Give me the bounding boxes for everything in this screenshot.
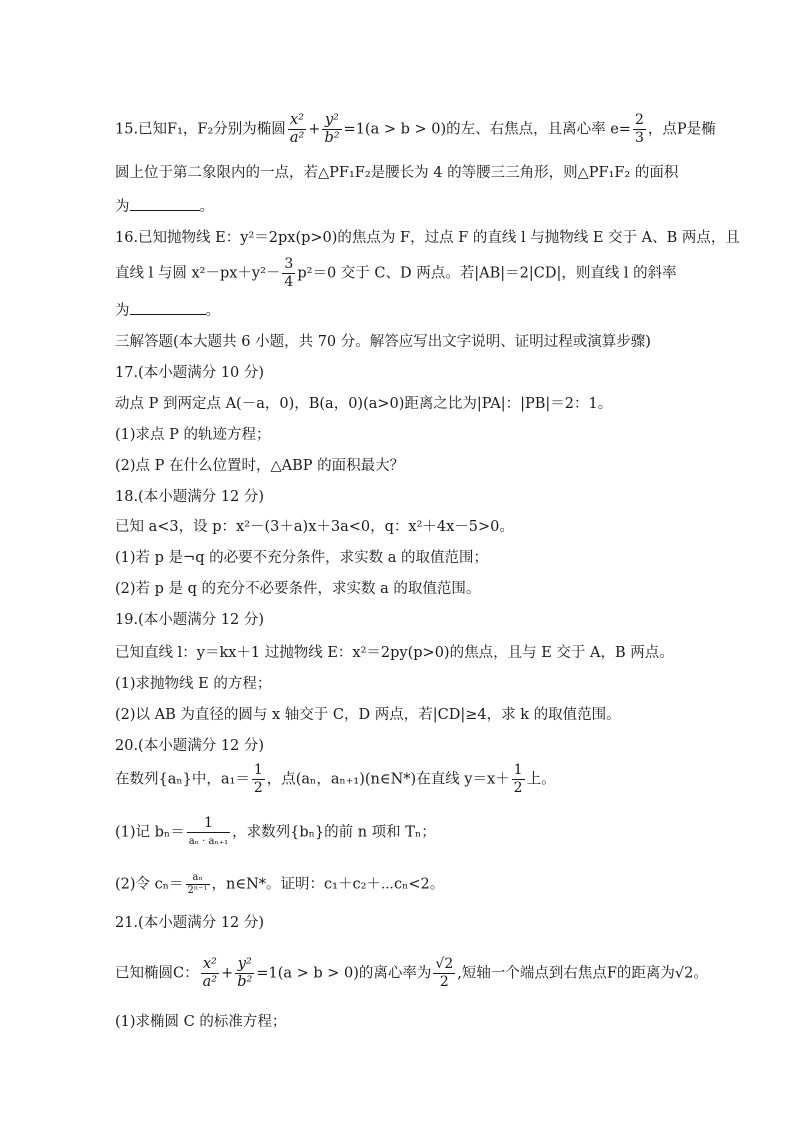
eq-one: =1 bbox=[343, 121, 365, 138]
q21-text: 已知椭圆C： bbox=[115, 965, 199, 982]
q21-text: ,短轴一个端点到右焦点F的距离为 bbox=[457, 965, 675, 982]
q16-text: p²＝0 交于 C、D 两点。若|AB|＝2|CD|，则直线 l 的斜率 bbox=[297, 265, 677, 282]
cn-fraction bbox=[186, 872, 210, 897]
sqrt2-over-2-fraction bbox=[433, 956, 455, 991]
q18-part1: (1)若 p 是¬q 的必要不充分条件，求实数 a 的取值范围； bbox=[115, 550, 488, 566]
frac-num: 1 bbox=[203, 815, 213, 831]
q16-line2 bbox=[115, 256, 677, 291]
frac-den: a² bbox=[202, 974, 218, 990]
q15-text: 。 bbox=[199, 199, 214, 215]
q18-part2: (2)若 p 是 q 的充分不必要条件，求实数 a 的取值范围。 bbox=[115, 581, 481, 597]
q17-heading: 17.(本小题满分 10 分) bbox=[115, 365, 265, 381]
frac-den: 4 bbox=[284, 274, 294, 290]
q17-part1: (1)求点 P 的轨迹方程； bbox=[115, 427, 271, 443]
frac-num: aₙ bbox=[192, 872, 203, 883]
q18-stem: 已知 a<3，设 p：x²－(3＋a)x＋3a<0，q：x²＋4x－5>0。 bbox=[115, 519, 514, 535]
bn-fraction bbox=[187, 815, 230, 850]
q17-stem: 动点 P 到两定点 A(－a，0)，B(a，0)(a>0)距离之比为|PA|：|PB|＝2：1。 bbox=[115, 396, 613, 412]
frac-num: 1 bbox=[253, 762, 263, 778]
q15-line2: 圆上位于第二象限内的一点，若△PF₁F₂是腰长为 4 的等腰三三角形，则△PF₁F₂ 的面积 bbox=[115, 165, 679, 181]
q21-text: 。 bbox=[693, 965, 708, 982]
q15-text: ，点P是椭 bbox=[647, 121, 716, 138]
q20-part2 bbox=[115, 872, 444, 897]
ellipse-x-fraction bbox=[288, 112, 306, 147]
q20-heading: 20.(本小题满分 12 分) bbox=[115, 738, 265, 754]
frac-den: b² bbox=[237, 974, 253, 990]
three-quarters-fraction bbox=[282, 256, 295, 291]
q15-text: 15.已知F₁，F₂分别为椭圆 bbox=[115, 121, 286, 138]
q20-part1 bbox=[115, 815, 436, 850]
frac-num: √2 bbox=[435, 956, 454, 972]
q16-text: 直线 l 与圆 x²－px＋y²－ bbox=[115, 265, 281, 282]
frac-den: b² bbox=[324, 130, 340, 146]
section-heading: 三解答题(本大题共 6 小题，共 70 分。解答应写出文字说明、证明过程或演算步骤) bbox=[115, 334, 651, 350]
answer-blank[interactable] bbox=[130, 196, 200, 211]
q16-line3 bbox=[115, 300, 220, 321]
q15-line1: 15.已知F₁，F₂分别为椭圆 $\frac{\text{x²}}{\text{a²}}$ + $\frac{\text{y²}}{\text{b²}}$ =1(a > b > 0)的左、右焦点，且离心率 e= $\frac{2}{3}$ ，点P是椭 bbox=[115, 112, 716, 146]
frac-num: y² bbox=[324, 112, 339, 128]
q20-text: (1)记 bₙ＝ bbox=[115, 824, 185, 841]
frac-den: a² bbox=[289, 130, 305, 146]
answer-blank[interactable] bbox=[130, 300, 206, 315]
q21-stem: 已知椭圆C： $\frac{\text{x²}}{\text{a²}}$ + $\frac{\text{y²}}{\text{b²}}$ =1(a > b > 0)的离心率为 $\frac{√2}{2}$ ,短轴一个端点到右焦点F的距离为√2。 bbox=[115, 956, 708, 990]
q20-text: ，n∈N*。证明：c₁＋c₂＋⋯cₙ<2。 bbox=[211, 876, 445, 893]
frac-den: 2 bbox=[253, 780, 263, 796]
q20-text: ，求数列{bₙ}的前 n 项和 Tₙ； bbox=[232, 824, 436, 841]
q15-text: (a > b > 0)的左、右焦点，且离心率 e= bbox=[364, 121, 631, 138]
half-fraction bbox=[252, 762, 265, 797]
q16-text: 为 bbox=[115, 303, 130, 319]
frac-num: x² bbox=[290, 112, 305, 128]
frac-num: 1 bbox=[513, 762, 523, 778]
ellipse-y-fraction bbox=[322, 112, 341, 147]
eq-one: =1 bbox=[256, 965, 278, 982]
q20-text: (2)令 cₙ＝ bbox=[115, 876, 184, 893]
q17-part2: (2)点 P 在什么位置时，△ABP 的面积最大？ bbox=[115, 458, 405, 474]
q19-part2: (2)以 AB 为直径的圆与 x 轴交于 C，D 两点，若|CD|≥4，求 k 的取值范围。 bbox=[115, 707, 621, 723]
frac-num: 3 bbox=[284, 256, 294, 272]
frac-den: 2 bbox=[433, 973, 455, 991]
frac-den: 2 bbox=[513, 780, 523, 796]
eccentricity-fraction bbox=[633, 112, 646, 147]
q15-line3 bbox=[115, 196, 214, 217]
sqrt2-value: √2 bbox=[674, 965, 694, 982]
q19-stem: 已知直线 l：y＝kx＋1 过抛物线 E：x²＝2py(p>0)的焦点，且与 E 交于 A，B 两点。 bbox=[115, 645, 674, 661]
q19-heading: 19.(本小题满分 12 分) bbox=[115, 612, 265, 628]
q16-line1: 16.已知抛物线 E：y²＝2px(p>0)的焦点为 F，过点 F 的直线 l 与抛物线 E 交于 A、B 两点，且 bbox=[115, 230, 740, 246]
q20-text: ，点(aₙ，aₙ₊₁)(n∈N*)在直线 y＝x＋ bbox=[266, 771, 510, 788]
frac-num: y² bbox=[237, 956, 252, 972]
frac-num: x² bbox=[202, 956, 217, 972]
q15-text: 为 bbox=[115, 199, 130, 215]
q21-text: (a > b > 0)的离心率为 bbox=[277, 965, 432, 982]
q16-text: 。 bbox=[205, 303, 220, 319]
frac-den: 3 bbox=[634, 130, 644, 146]
q19-part1: (1)求抛物线 E 的方程； bbox=[115, 676, 272, 692]
ellipse-x-fraction bbox=[201, 956, 219, 991]
q21-part1: (1)求椭圆 C 的标准方程； bbox=[115, 1014, 287, 1030]
q21-heading: 21.(本小题满分 12 分) bbox=[115, 915, 265, 931]
half-fraction bbox=[512, 762, 525, 797]
frac-den: aₙ · aₙ₊₁ bbox=[187, 832, 230, 850]
q20-text: 上。 bbox=[526, 771, 556, 788]
q18-heading: 18.(本小题满分 12 分) bbox=[115, 489, 265, 505]
frac-den: 2ⁿ⁻¹ bbox=[187, 885, 208, 896]
frac-num: 2 bbox=[634, 112, 644, 128]
ellipse-y-fraction bbox=[235, 956, 254, 991]
q20-stem bbox=[115, 762, 556, 797]
q20-text: 在数列{aₙ}中，a₁＝ bbox=[115, 771, 250, 788]
